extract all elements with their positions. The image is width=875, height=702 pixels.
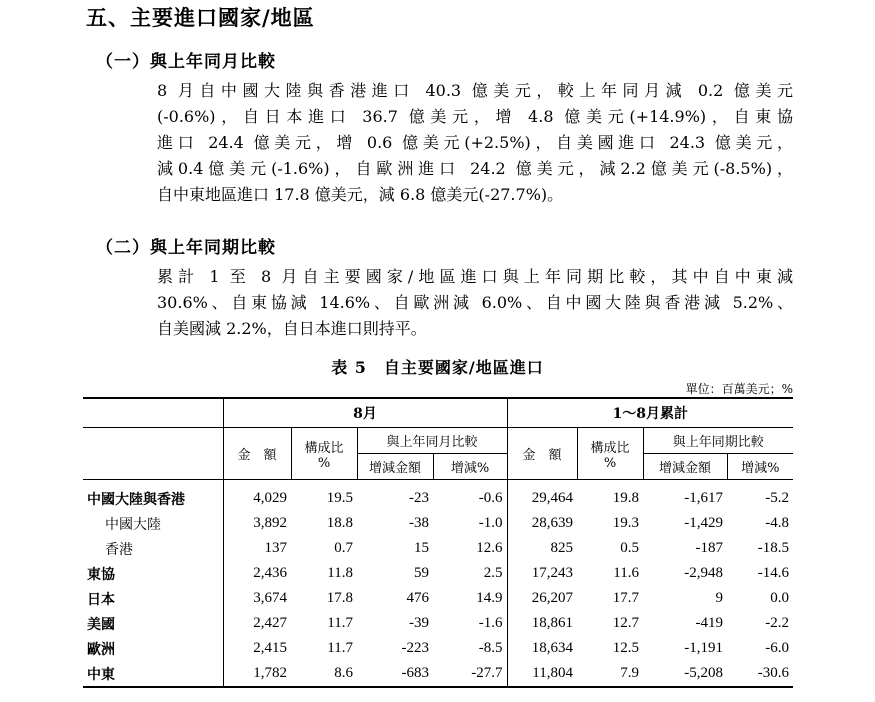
table-row [83,661,793,687]
table-cell: 18.8 [326,515,353,531]
table-cell: 11.7 [327,640,353,656]
table-row [83,536,793,561]
table-row [83,586,793,611]
table-cell: 12.7 [612,615,639,631]
header-share [291,428,357,480]
table-cell: 2,427 [223,611,291,636]
row-label: 中國大陸 [105,516,161,533]
header-diff: 增減金額 [357,454,433,480]
row-label: 中東 [83,661,223,687]
table-cell: 17.8 [326,590,353,606]
table-cell: -5.2 [765,490,790,506]
paragraph-line: 8 月自中國大陸與香港進口 40.3 億美元，較上年同月減 0.2 億美元 [157,81,793,100]
paragraph-line: (-0.6%)，自日本進口 36.7 億美元，增 4.8 億美元(+14.9%)，自東協 [157,107,793,126]
table-cell: 14.9 [476,590,503,606]
table-cell: 476 [406,590,429,606]
table-cell: 59 [414,565,429,581]
header-rate: 增減% [727,454,793,480]
table-cell: 0.0 [770,590,790,606]
paragraph-line: 自中東地區進口 17.8 億美元，減 6.8 億美元(-27.7%)。 [157,185,564,204]
row-label: 歐洲 [87,641,115,658]
table-cell: -39 [409,615,429,631]
table-cell: -6.0 [765,640,790,656]
table-cell: 18,861 [507,611,577,636]
table-cell: 9 [715,590,723,606]
table-cell: 17.7 [612,590,639,606]
header-yoy-month: 與上年同月比較 [357,428,507,454]
table-cell: -18.5 [757,540,790,556]
row-label: 香港 [105,541,133,558]
paragraph-cumulative-comparison [157,264,793,342]
header-month-group: 8月 [223,398,507,428]
table-cell: 29,464 [507,480,577,512]
table-row [83,611,793,636]
header-blank [83,398,223,428]
paragraph-line: 進口 24.4 億美元，增 0.6 億美元(+2.5%)，自美國進口 24.3 億美元， [157,133,793,152]
table-cell: -1.0 [478,515,503,531]
table-cell: -1,191 [684,640,723,656]
table-cell: -14.6 [757,565,790,581]
subsection-title-month: （一）與上年同月比較 [96,52,276,72]
header-share-unit: % [317,455,331,471]
table-cell: -27.7 [433,661,507,687]
table-cell: 12.6 [476,540,503,556]
paragraph-month-comparison [157,78,793,208]
header-share-label: 構成比 [304,440,344,456]
table-cell: 8.6 [291,661,357,687]
table-unit-note: 單位：百萬美元；% [685,382,793,396]
table-cell: -1,617 [684,490,723,506]
table-cell: -8.5 [478,640,503,656]
table-cell: 825 [507,536,577,561]
table-row [83,511,793,536]
table-cell: -187 [695,540,723,556]
table-cell: 0.7 [334,540,353,556]
table-cell: -1.6 [478,615,503,631]
table-cell: 2,436 [223,561,291,586]
paragraph-line: 自美國減 2.2%，自日本進口則持平。 [157,319,427,338]
header-amount: 金 額 [223,428,291,480]
paragraph-line: 30.6%、自東協減 14.6%、自歐洲減 6.0%、自中國大陸與香港減 5.2%、 [157,293,793,312]
row-label: 日本 [87,591,115,608]
table-cell: -419 [695,615,723,631]
section-title: 五、主要進口國家/地區 [86,5,315,30]
table-cell: 2,415 [223,636,291,661]
table-cell: 3,892 [223,511,291,536]
subsection-title-cumulative: （二）與上年同期比較 [96,238,276,258]
table-row [83,636,793,661]
table-cell: 18,634 [507,636,577,661]
table-cell: -38 [409,515,429,531]
table-cell: 0.5 [620,540,639,556]
table-cell: 2.5 [483,565,503,581]
table-cell: 11.7 [327,615,353,631]
table-row [83,561,793,586]
table-cell: 137 [223,536,291,561]
table-cell: -2,948 [684,565,723,581]
table-cell: 17,243 [507,561,577,586]
table-cell: -1,429 [684,515,723,531]
paragraph-line: 減0.4億美元(-1.6%)，自歐洲進口 24.2 億美元，減2.2億美元(-8.5%)， [157,159,793,178]
table-cell: -223 [401,640,429,656]
table-row [83,480,793,512]
table-cell: 15 [414,540,429,556]
table-cell: 11.6 [613,565,639,581]
table-cell: 7.9 [577,661,643,687]
paragraph-line: 累計 1 至 8 月自主要國家/地區進口與上年同期比較，其中自中東減 [157,267,793,286]
table-cell: 3,674 [223,586,291,611]
table-cell: 19.5 [326,490,353,506]
table-caption: 表 5 自主要國家/地區進口 [331,358,544,377]
table-cell: -5,208 [643,661,727,687]
header-share [577,428,643,480]
table-cell: -30.6 [727,661,793,687]
header-blank [83,428,223,480]
header-yoy-cumulative: 與上年同期比較 [643,428,793,454]
table-cell: 12.5 [612,640,639,656]
table-cell: -23 [409,490,429,506]
table-cell: 19.3 [612,515,639,531]
header-amount: 金 額 [507,428,577,480]
table-cell: 11.8 [327,565,353,581]
header-share-unit: % [603,455,617,471]
table-cell: 1,782 [223,661,291,687]
import-table [83,397,793,688]
table-cell: -683 [357,661,433,687]
row-label: 中國大陸與香港 [87,491,185,508]
table-cell: 4,029 [223,480,291,512]
table-cell: 11,804 [507,661,577,687]
row-label: 東協 [87,566,115,583]
table-cell: -4.8 [765,515,790,531]
table-cell: -2.2 [765,615,790,631]
table-cell: 26,207 [507,586,577,611]
table-cell: 19.8 [612,490,639,506]
header-cumulative-group: 1～8月累計 [507,398,793,428]
table-cell: 28,639 [507,511,577,536]
header-diff: 增減金額 [643,454,727,480]
table-cell: -0.6 [478,490,503,506]
row-label: 美國 [87,616,115,633]
header-rate: 增減% [433,454,507,480]
table-body [83,480,793,688]
header-share-label: 構成比 [590,440,630,456]
